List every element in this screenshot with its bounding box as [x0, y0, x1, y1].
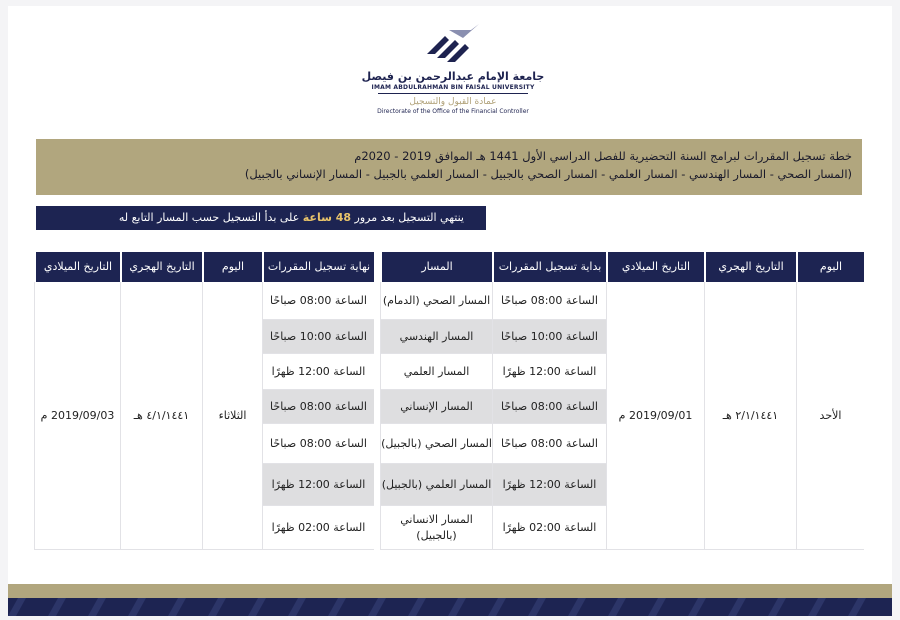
- track-cell: المسار الصحي (الدمام): [380, 282, 492, 320]
- end-time-cell: الساعة 08:00 صباحًا: [262, 390, 374, 424]
- start-table-header: [380, 252, 864, 282]
- footer-gold-band: [8, 584, 892, 598]
- footer-navy-band: [8, 598, 892, 616]
- start-time-cell: الساعة 10:00 صباحًا: [492, 320, 606, 354]
- start-registration-table: [380, 252, 864, 550]
- track-cell: المسار العلمي (بالجبيل): [380, 464, 492, 506]
- banner-tracks-line: (المسار الصحي - المسار الهندسي - المسار العلمي - المسار الصحي بالجبيل - المسار العلمي بالجبيل - المسار الإنساني بالجبيل): [244, 167, 852, 181]
- track-cell: المسار الهندسي: [380, 320, 492, 354]
- header-gregorian: التاريخ الميلادي: [34, 252, 120, 282]
- end-time-cell: الساعة 12:00 ظهرًا: [262, 354, 374, 390]
- start-table-body: [380, 282, 864, 550]
- start-gregorian-cell: 2019/09/01 م: [606, 282, 704, 550]
- tracks-column: [380, 282, 492, 550]
- start-time-cell: الساعة 12:00 ظهرًا: [492, 354, 606, 390]
- start-time-cell: الساعة 08:00 صباحًا: [492, 424, 606, 464]
- start-times-column: [492, 282, 606, 550]
- end-table-body: [34, 282, 374, 550]
- registration-notice: [36, 206, 486, 230]
- header-end: نهاية تسجيل المقررات: [262, 252, 374, 282]
- header-day: اليوم: [202, 252, 262, 282]
- end-time-cell: الساعة 10:00 صباحًا: [262, 320, 374, 354]
- start-time-cell: الساعة 08:00 صباحًا: [492, 390, 606, 424]
- track-cell: المسار الإنساني: [380, 390, 492, 424]
- end-time-cell: الساعة 08:00 صباحًا: [262, 424, 374, 464]
- end-time-cell: الساعة 02:00 ظهرًا: [262, 506, 374, 550]
- end-times-column: [262, 282, 374, 550]
- header-hijri: التاريخ الهجري: [120, 252, 202, 282]
- end-hijri-cell: ٤/١/١٤٤١ هـ: [120, 282, 202, 550]
- header-track: المسار: [380, 252, 492, 282]
- notice-text-after: على بدأ التسجيل حسب المسار التابع له: [118, 211, 300, 224]
- header-start: بداية تسجيل المقررات: [492, 252, 606, 282]
- notice-highlight: 48 ساعة: [302, 211, 352, 224]
- start-time-cell: الساعة 02:00 ظهرًا: [492, 506, 606, 550]
- start-time-cell: الساعة 12:00 ظهرًا: [492, 464, 606, 506]
- end-time-cell: الساعة 08:00 صباحًا: [262, 282, 374, 320]
- university-name-en: IMAM ABDULRAHMAN BIN FAISAL UNIVERSITY: [371, 84, 535, 91]
- university-header: [353, 24, 553, 115]
- banner-title-line: خطة تسجيل المقررات لبرامج السنة التحضيرية للفصل الدراسي الأول 1441 هـ الموافق 2019 - 2020م: [354, 149, 852, 163]
- document-page: [8, 6, 892, 616]
- end-time-cell: الساعة 12:00 ظهرًا: [262, 464, 374, 506]
- track-cell: المسار العلمي: [380, 354, 492, 390]
- end-day-cell: الثلاثاء: [202, 282, 262, 550]
- track-cell: المسار الصحي (بالجبيل): [380, 424, 492, 464]
- track-cell: المسار الانساني (بالجبيل): [380, 506, 492, 550]
- header-hijri: التاريخ الهجري: [704, 252, 796, 282]
- title-banner: [36, 139, 862, 195]
- notice-text-before: ينتهي التسجيل بعد مرور: [354, 211, 464, 224]
- header-day: اليوم: [796, 252, 864, 282]
- start-time-cell: الساعة 08:00 صباحًا: [492, 282, 606, 320]
- university-logo-icon: [423, 24, 483, 68]
- end-table-header: [34, 252, 374, 282]
- footer-pattern-icon: [8, 598, 892, 616]
- end-gregorian-cell: 2019/09/03 م: [34, 282, 120, 550]
- deanship-name-en: Directorate of the Office of the Financial Controller: [377, 108, 529, 115]
- start-hijri-cell: ٢/١/١٤٤١ هـ: [704, 282, 796, 550]
- start-day-cell: الأحد: [796, 282, 864, 550]
- end-registration-table: [34, 252, 374, 550]
- university-name-ar: جامعة الإمام عبدالرحمن بن فيصل: [361, 70, 545, 83]
- header-gregorian: التاريخ الميلادي: [606, 252, 704, 282]
- deanship-name-ar: عمادة القبول والتسجيل: [409, 97, 497, 107]
- logo-divider: [378, 93, 528, 94]
